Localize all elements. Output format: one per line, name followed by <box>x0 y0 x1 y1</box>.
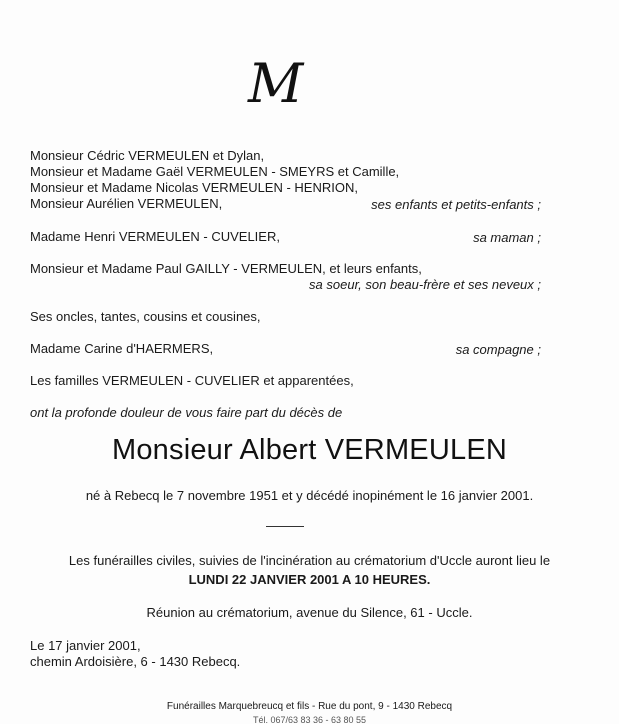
divider-line <box>266 526 304 527</box>
monogram-m: M <box>248 52 304 115</box>
funeral-date: LUNDI 22 JANVIER 2001 A 10 HEURES. <box>188 572 431 587</box>
sister-role: sa soeur, son beau-frère et ses neveux ; <box>309 277 541 292</box>
sister-name: Monsieur et Madame Paul GAILLY - VERMEULEN, et leurs enfants, <box>30 261 422 276</box>
address-line: chemin Ardoisière, 6 - 1430 Rebecq. <box>30 654 241 669</box>
mother-name: Madame Henri VERMEULEN - CUVELIER, <box>30 229 280 244</box>
funeral-home-phone: Tél. 067/63 83 36 - 63 80 55 <box>252 715 367 724</box>
funeral-line: Les funérailles civiles, suivies de l'incinération au crématorium d'Uccle auront lieu le <box>68 553 551 568</box>
family-role: ses enfants et petits-enfants ; <box>371 197 541 212</box>
funeral-home-footer: Funérailles Marquebreucq et fils - Rue du pont, 9 - 1430 Rebecq <box>166 701 453 712</box>
birth-death-line: né à Rebecq le 7 novembre 1951 et y décédé inopinément le 16 janvier 2001. <box>85 488 534 503</box>
meeting-line: Réunion au crématorium, avenue du Silence, 61 - Uccle. <box>146 605 473 620</box>
family-line-3: Monsieur et Madame Nicolas VERMEULEN - HENRION, <box>30 180 358 195</box>
announcement-line: ont la profonde douleur de vous faire part du décès de <box>30 405 343 420</box>
deceased-name: Monsieur Albert VERMEULEN <box>111 434 508 466</box>
partner-name: Madame Carine d'HAERMERS, <box>30 341 214 356</box>
family-line-1: Monsieur Cédric VERMEULEN et Dylan, <box>30 148 265 163</box>
partner-role: sa compagne ; <box>455 342 541 357</box>
letter-date: Le 17 janvier 2001, <box>30 638 141 653</box>
relatives-line: Ses oncles, tantes, cousins et cousines, <box>30 309 261 324</box>
family-line-2: Monsieur et Madame Gaël VERMEULEN - SMEYRS et Camille, <box>30 164 400 179</box>
families-line: Les familles VERMEULEN - CUVELIER et apparentées, <box>30 373 354 388</box>
mother-role: sa maman ; <box>473 230 541 245</box>
family-line-4: Monsieur Aurélien VERMEULEN, <box>30 196 223 211</box>
